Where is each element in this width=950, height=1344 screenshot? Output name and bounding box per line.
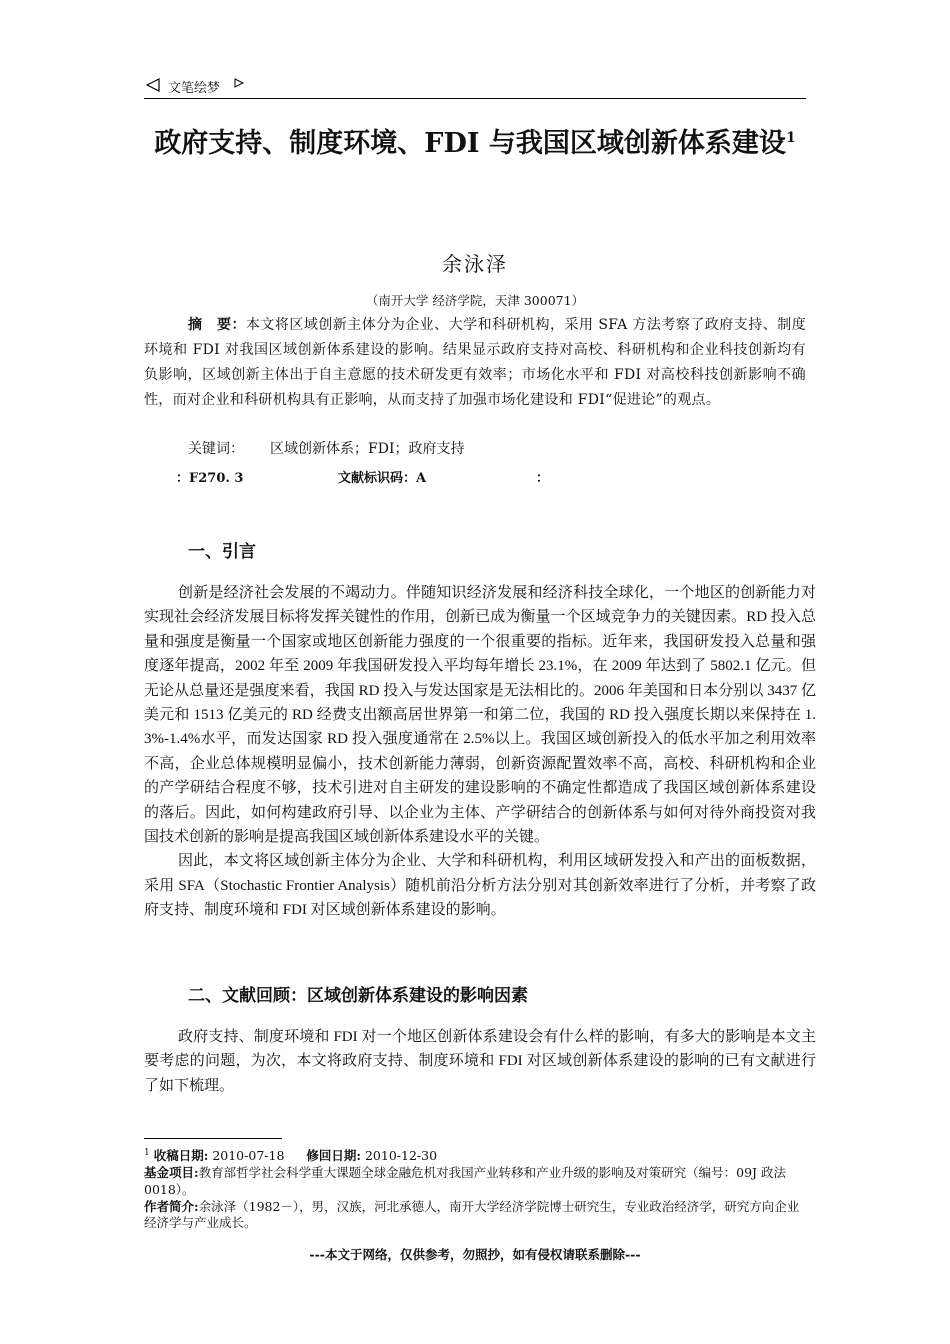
footnote-bio xyxy=(144,1199,810,1233)
page-footer: ---本文于网络，仅供参考，勿照抄，如有侵权请联系删除--- xyxy=(309,1247,641,1262)
abstract-label: 摘 要： xyxy=(188,317,246,333)
title-footnote-mark: 1 xyxy=(785,130,796,146)
abstract-text: 本文将区域创新主体分为企业、大学和科研机构，采用 SFA 方法考察了政府支持、制度环境和 FDI 对我国区域创新体系建设的影响。结果显示政府支持对高校、科研机构和企业科技创新均有负影响，区域创新主体出于自主意愿的技术研发更有效率；市场化水平和 FDI 对高校科技创新影响不确性，而对企业和科研机构具有正影响，从而支持了加强市场化建设和 FDI“促进论”的观点。 xyxy=(144,317,806,408)
footnote-rule xyxy=(144,1138,282,1139)
article-number: ： xyxy=(536,471,550,486)
received-label: 收稿日期: xyxy=(153,1148,209,1164)
body-paragraph: 因此，本文将区域创新主体分为企业、大学和科研机构，利用区域研发投入和产出的面板数据，采用 SFA（Stochastic Frontier Analysis）随机前沿分析方法分别对其创新效率进行了分析，并考察了政府支持、制度环境和 FDI 对区域创新体系建设的影响。 xyxy=(144,853,816,919)
fund-text: 教育部哲学社会科学重大课题全球金融危机对我国产业转移和产业升级的影响及对策研究（编号：09J 政法 0018）。 xyxy=(144,1164,787,1197)
document-id: 文献标识码：A xyxy=(338,471,427,486)
footnote xyxy=(144,1145,810,1232)
paper-title xyxy=(144,118,806,170)
header-name: 文笔绘梦 xyxy=(168,81,221,96)
revised-date: 2010-12-30 xyxy=(364,1148,438,1164)
abstract xyxy=(144,313,806,413)
body-paragraph: 创新是经济社会发展的不竭动力。伴随知识经济发展和经济科技全球化，一个地区的创新能力对实现社会经济发展目标将发挥关键性的作用，创新已成为衡量一个区域竞争力的关键因素。RD 投入总量和强度是衡量一个国家或地区创新能力强度的一个很重要的指标。近年来，我国研发投入总量和强度逐年提高，2002 年至 2009 年我国研发投入平均每年增长 23.1%，在 2009 年达到了 5802.1 亿元。但无论从总量还是强度来看，我国 RD 投入与发达国家是无法相比的。2006 年美国和日本分别以 3437 亿美元和 1513 亿美元的 RD 经费支出额高居世界第一和第二位，我国的 RD 投入强度长期以来保持在 1. 3%-1.4%水平，而发达国家 RD 投入强度通常在 2.5%以上。我国区域创新投入的低水平加之利用效率不高，企业总体规模明显偏小，技术创新能力薄弱，创新资源配置效率不高，高校、科研机构和企业的产学研结合程度不够，技术引进对自主研发的建设影响的不确定性都造成了我国区域创新体系建设的落后。因此，如何构建政府引导、以企业为主体、产学研结合的创新体系与如何对待外商投资对我国技术创新的影响是提高我国区域创新体系建设水平的关键。 xyxy=(144,585,816,846)
keywords-label: 关键词： xyxy=(188,441,244,457)
bio-label: 作者简介: xyxy=(144,1198,199,1214)
keywords-value: 区域创新体系；FDI；政府支持 xyxy=(270,441,465,457)
affiliation: （南开大学 经济学院，天津 300071） xyxy=(365,293,585,308)
right-triangle-icon xyxy=(234,78,244,88)
section-heading-literature: 二、文献回顾：区域创新体系建设的影响因素 xyxy=(188,986,528,1006)
footnote-fund xyxy=(144,1165,810,1199)
revised-label: 修回日期: xyxy=(306,1148,361,1164)
fund-label: 基金项目: xyxy=(144,1164,199,1180)
section-literature-body xyxy=(144,1025,816,1098)
received-date: 2010-07-18 xyxy=(212,1148,285,1164)
left-triangle-icon xyxy=(146,78,160,92)
footnote-dates xyxy=(144,1145,810,1165)
body-paragraph: 政府支持、制度环境和 FDI 对一个地区创新体系建设会有什么样的影响，有多大的影响是本文主要考虑的问题，为次，本文将政府支持、制度环境和 FDI 对区域创新体系建设的影响的已有文献进行了如下梳理。 xyxy=(144,1029,816,1094)
paper-title-text: 政府支持、制度环境、FDI 与我国区域创新体系建设 xyxy=(154,128,786,159)
running-header xyxy=(144,74,806,99)
clc-number: ：F270. 3 xyxy=(176,471,244,486)
section-heading-intro: 一、引言 xyxy=(188,542,256,562)
footnote-mark: 1 xyxy=(144,1148,150,1158)
author-name: 余泳泽 xyxy=(442,252,508,276)
keywords xyxy=(188,438,464,458)
section-intro-body xyxy=(144,581,816,923)
bio-text: 余泳泽（1982－），男，汉族，河北承德人，南开大学经济学院博士研究生，专业政治经济学，研究方向企业经济学与产业成长。 xyxy=(144,1198,800,1231)
